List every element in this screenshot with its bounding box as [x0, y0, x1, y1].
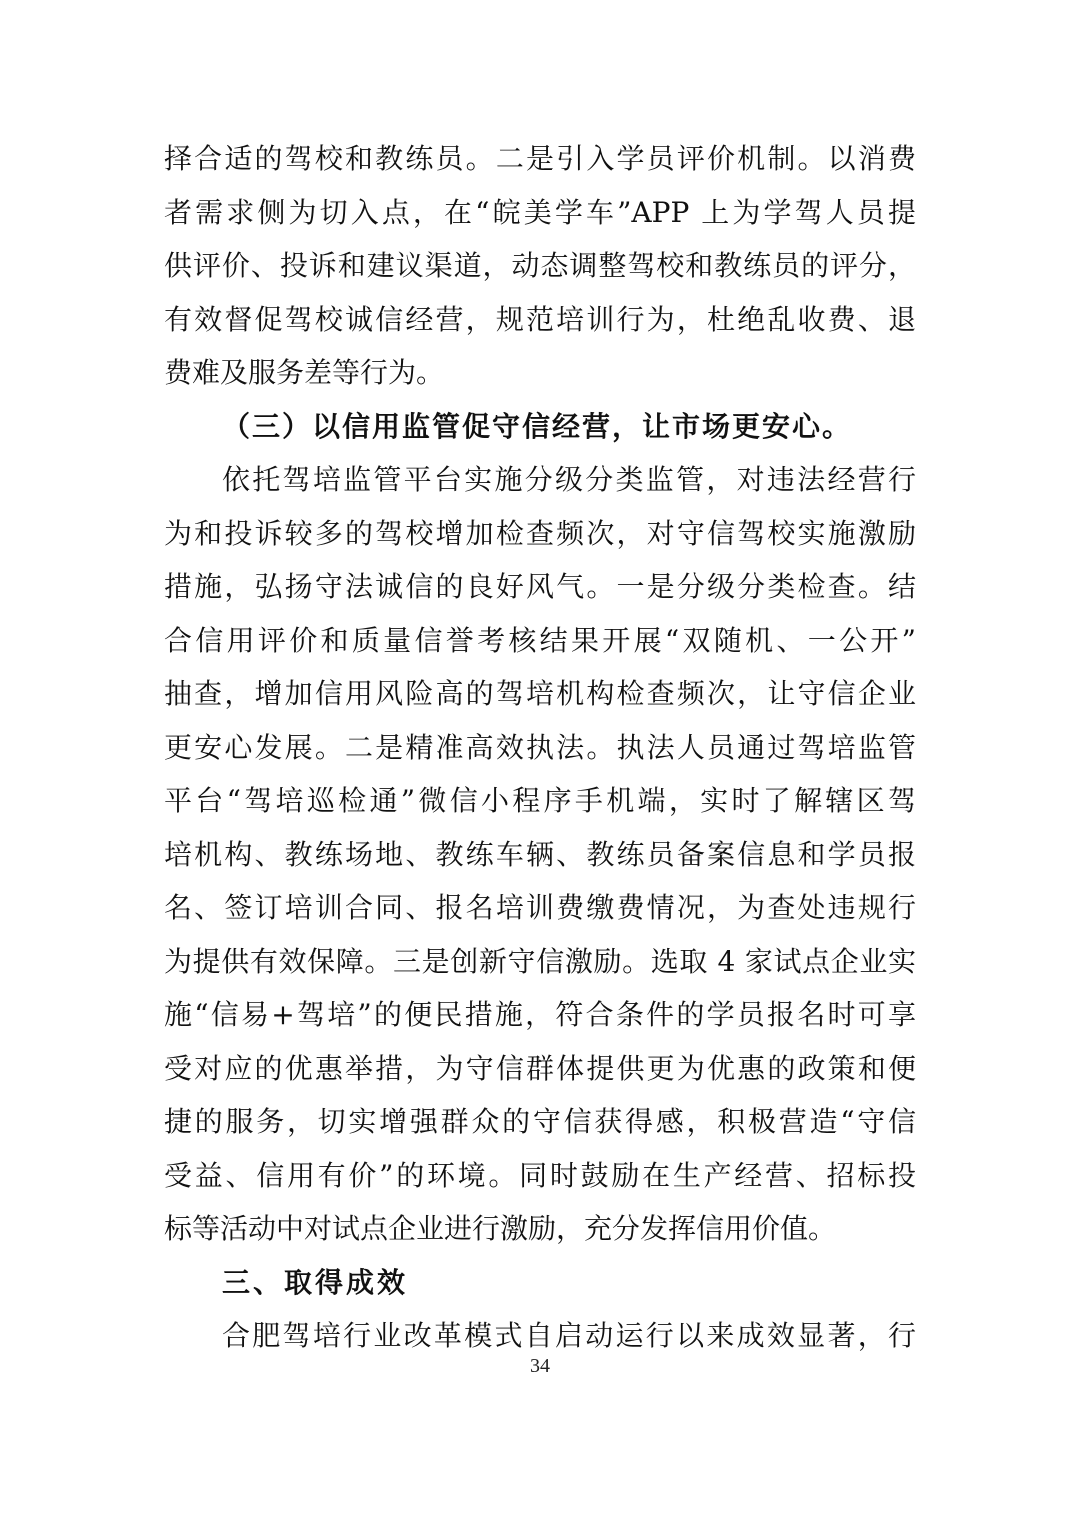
- text-line: 标等活动中对试点企业进行激励，充分发挥信用价值。: [164, 1212, 837, 1245]
- text-line: 施“信易+驾培”的便民措施，符合条件的学员报名时可享: [164, 998, 916, 1031]
- paragraph-1: [164, 132, 916, 400]
- text-line: 合信用评价和质量信誉考核结果开展“双随机、一公开”: [164, 623, 916, 657]
- text-line: 平台“驾培巡检通”微信小程序手机端，实时了解辖区驾: [164, 784, 916, 817]
- text-line: 措施，弘扬守法诚信的良好风气。一是分级分类检查。结: [164, 570, 916, 603]
- text-line: 捷的服务，切实增强群众的守信获得感，积极营造“守信: [164, 1105, 916, 1138]
- subheading: （三）以信用监管促守信经营，让市场更安心。: [222, 409, 853, 443]
- text-line: 供评价、投诉和建议渠道，动态调整驾校和教练员的评分，: [164, 249, 916, 282]
- page-body: [164, 132, 916, 1363]
- text-line: 更安心发展。二是精准高效执法。执法人员通过驾培监管: [164, 730, 916, 764]
- text-line: 受对应的优惠举措，为守信群体提供更为优惠的政策和便: [164, 1051, 916, 1085]
- section-title: 三、取得成效: [222, 1265, 409, 1299]
- page-number: 34: [530, 1355, 550, 1377]
- text-line: 费难及服务差等行为。: [164, 356, 445, 389]
- text-line: 培机构、教练场地、教练车辆、教练员备案信息和学员报: [164, 837, 916, 871]
- text-line: 为和投诉较多的驾校增加检查频次，对守信驾校实施激励: [164, 516, 916, 550]
- text-line: 合肥驾培行业改革模式自启动运行以来成效显著，行: [222, 1319, 916, 1352]
- text-line: 抽查，增加信用风险高的驾培机构检查频次，让守信企业: [164, 677, 916, 710]
- text-line: 者需求侧为切入点，在“皖美学车”APP 上为学驾人员提: [164, 195, 916, 229]
- section-3: [164, 1256, 916, 1310]
- text-line: 为提供有效保障。三是创新守信激励。选取 4 家试点企业实: [164, 944, 916, 978]
- text-line: 择合适的驾校和教练员。二是引入学员评价机制。以消费: [164, 142, 916, 175]
- text-line: 名、签订培训合同、报名培训费缴费情况，为查处违规行: [164, 891, 916, 924]
- text-line: 受益、信用有价”的环境。同时鼓励在生产经营、招标投: [164, 1158, 916, 1192]
- heading-3: [164, 400, 916, 454]
- text-line: 有效督促驾校诚信经营，规范培训行为，杜绝乱收费、退: [164, 302, 916, 336]
- text-line: 依托驾培监管平台实施分级分类监管，对违法经营行: [222, 463, 916, 496]
- paragraph-2: [164, 453, 916, 1256]
